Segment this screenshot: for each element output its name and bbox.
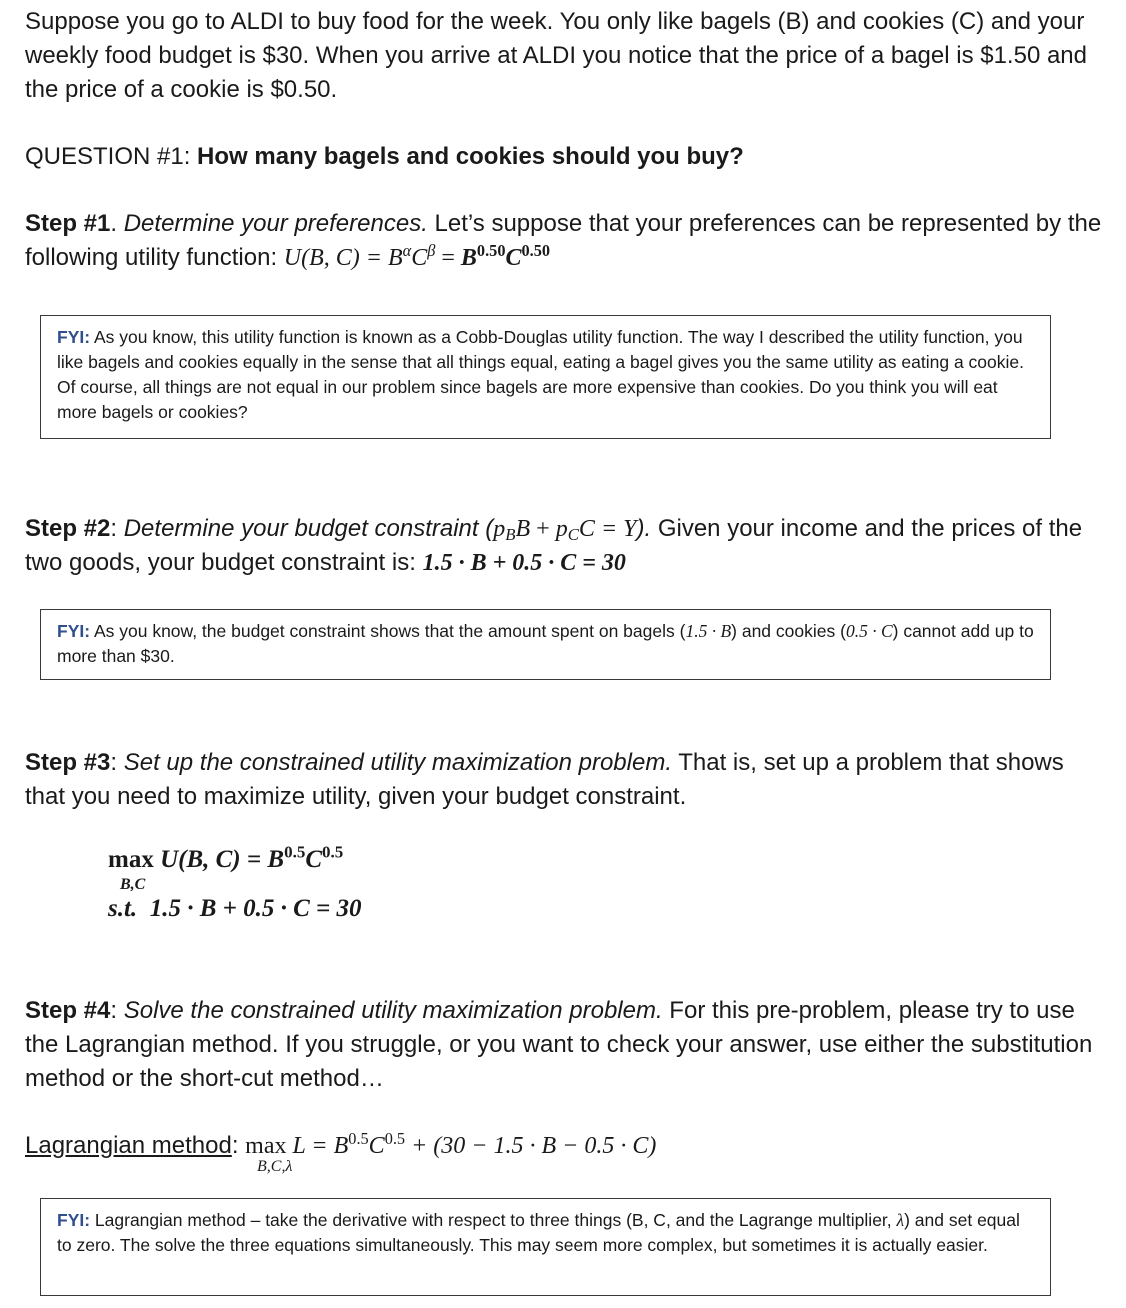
fyi1-label: FYI: (57, 327, 91, 347)
step4-title: Solve the constrained utility maximization problem. (123, 997, 663, 1024)
step2-label: Step #2 (25, 515, 111, 542)
utility-alpha: α (402, 241, 412, 261)
budget-c: C (578, 516, 595, 542)
lagrangian-b-exp: 0.5 (348, 1129, 369, 1149)
price-p2: p (555, 516, 568, 542)
question-heading (25, 140, 1105, 174)
max-word: max (108, 846, 154, 873)
fyi2-text3: ) cannot add up to more than $30. (57, 621, 1034, 666)
st-constraint: 1.5 · B + 0.5 · C = 30 (149, 895, 362, 922)
step3-label: Step #3 (25, 749, 111, 776)
price-p: p (493, 516, 506, 542)
question-label: QUESTION #1: (25, 143, 198, 170)
lagrangian-rest: + (30 − 1.5 · B − 0.5 · C) (405, 1133, 657, 1159)
step2-text: Given your income and the prices of the two goods, your budget constraint is: (25, 515, 1083, 576)
lagrangian-max: max (245, 1133, 287, 1159)
lagrangian-l: L = (286, 1133, 334, 1159)
fyi2-text1: As you know, the budget constraint shows that the amount spent on bagels ( (90, 621, 686, 641)
step1-paragraph: Step #1. Determine your preferences. Let’s suppose that your preferences can be represented by the following utility function: U(B, $C) = B^\alpha C^\beta = B^{0.50}C^{0.50}$ (25, 210, 1102, 271)
max-subscript: B,C (120, 876, 146, 893)
lambda-symbol: λ (896, 1210, 905, 1230)
lagrangian-label: Lagrangian method (25, 1132, 232, 1159)
fyi3-label: FYI: (57, 1210, 91, 1230)
st-label: s.t. (108, 895, 138, 922)
budget-plus: + (530, 516, 556, 542)
lagrangian-b: B (333, 1133, 349, 1159)
step1-text: Let’s suppose that your preferences can be represented by the following utility function: (25, 210, 1102, 271)
step4-paragraph: Step #4: Solve the constrained utility maximization problem. For this pre-problem, please try to use the Lagrangian method. If you struggle, or you want to check your answer, use either the substitution method or the short-cut method… (25, 997, 1093, 1092)
utility-b: B (387, 245, 403, 271)
fyi1-text: As you know, this utility function is known as a Cobb-Douglas utility function. The way I described the utility function, you like bagels and cookies equally in the sense that all things equal, eating a bagel gives you the same utility as eating a cookie. Of course, all things are not equal in our problem since bagels are more expensive than cookies. Do you think you will eat more bagels or cookies? (57, 327, 1025, 422)
lagrangian-row (25, 1129, 1105, 1163)
utility-lhs: U(B, C) = (283, 245, 388, 271)
question-text: How many bagels and cookies should you buy? (197, 143, 744, 170)
utility-equals: = (435, 245, 461, 271)
utility-function (283, 241, 551, 271)
objective-b-exp: 0.5 (284, 842, 306, 862)
step4-text: For this pre-problem, please try to use the Lagrangian method. If you struggle, or you want to check your answer, use either the substitution method or the short-cut method… (25, 997, 1093, 1092)
fyi3-text2: ) and set equal to zero. The solve the three equations simultaneously. This may seem more complex, but sometimes it is actually easier. (57, 1210, 1020, 1255)
price-c-sub: C (567, 525, 579, 545)
budget-general (493, 516, 637, 545)
step1-label: Step #1 (25, 210, 111, 237)
fyi2-math2: 0.5 · C (845, 621, 893, 641)
fyi2-text2: ) and cookies ( (731, 621, 846, 641)
fyi-box-3 (40, 1198, 1051, 1296)
lagrangian-max-subscript: B,C,λ (257, 1158, 293, 1175)
step3-text: That is, set up a problem that shows that you need to maximize utility, given your budget constraint. (25, 749, 1064, 810)
step2-paragraph: Step #2: Determine your budget constraint $(p_BB + p_CC = Y)$. Given your income and the prices of the two goods, your budget constraint is: 1.5 · B + 0.5 · C = 30 (25, 515, 1083, 576)
price-b-sub: B (505, 525, 516, 545)
step3-title: Set up the constrained utility maximization problem. (123, 749, 672, 776)
step1-title: Determine your preferences. (123, 210, 428, 237)
utility-beta: β (427, 241, 436, 261)
step2-title-end: ). (636, 515, 652, 542)
objective-b: B (267, 846, 285, 873)
fyi-box-1 (40, 315, 1051, 439)
fyi3-text1: Lagrangian method – take the derivative with respect to three things (B, C, and the Lagrange multiplier, (90, 1210, 897, 1230)
utility-exp-b: 0.50 (476, 241, 506, 261)
utility-c: C (411, 245, 428, 271)
constraint-row (108, 895, 362, 923)
lagrangian-c-exp: 0.5 (384, 1129, 406, 1149)
objective-c-exp: 0.5 (322, 842, 344, 862)
step2-title: Determine your budget constraint ( (123, 515, 494, 542)
step3-paragraph: Step #3: Set up the constrained utility maximization problem. That is, set up a problem that shows that you need to maximize utility, given your budget constraint. (25, 749, 1064, 810)
intro-text: Suppose you go to ALDI to buy food for the week. You only like bagels (B) and cookies (C) and your weekly food budget is $30. When you arrive at ALDI you notice that the price of a bagel is $1.50 and the price of a cookie is $0.50. (25, 8, 1087, 103)
lagrangian-c: C (368, 1133, 385, 1159)
objective-u: U(B, C) = (153, 846, 268, 873)
intro-paragraph (25, 5, 1105, 107)
fyi2-label: FYI: (57, 621, 91, 641)
fyi-box-2 (40, 609, 1051, 680)
utility-b2: B (460, 245, 477, 271)
budget-y: = Y (594, 516, 637, 542)
utility-c2: C (505, 245, 522, 271)
lagrangian-colon: : (231, 1132, 246, 1159)
objective-row (108, 842, 344, 874)
lagrangian-equation (245, 1129, 657, 1159)
budget-constraint: 1.5 · B + 0.5 · C = 30 (422, 550, 626, 576)
step4-label: Step #4 (25, 997, 111, 1024)
budget-b: B (515, 516, 531, 542)
objective-c: C (305, 846, 323, 873)
utility-exp-c: 0.50 (521, 241, 551, 261)
fyi2-math1: 1.5 · B (685, 621, 732, 641)
